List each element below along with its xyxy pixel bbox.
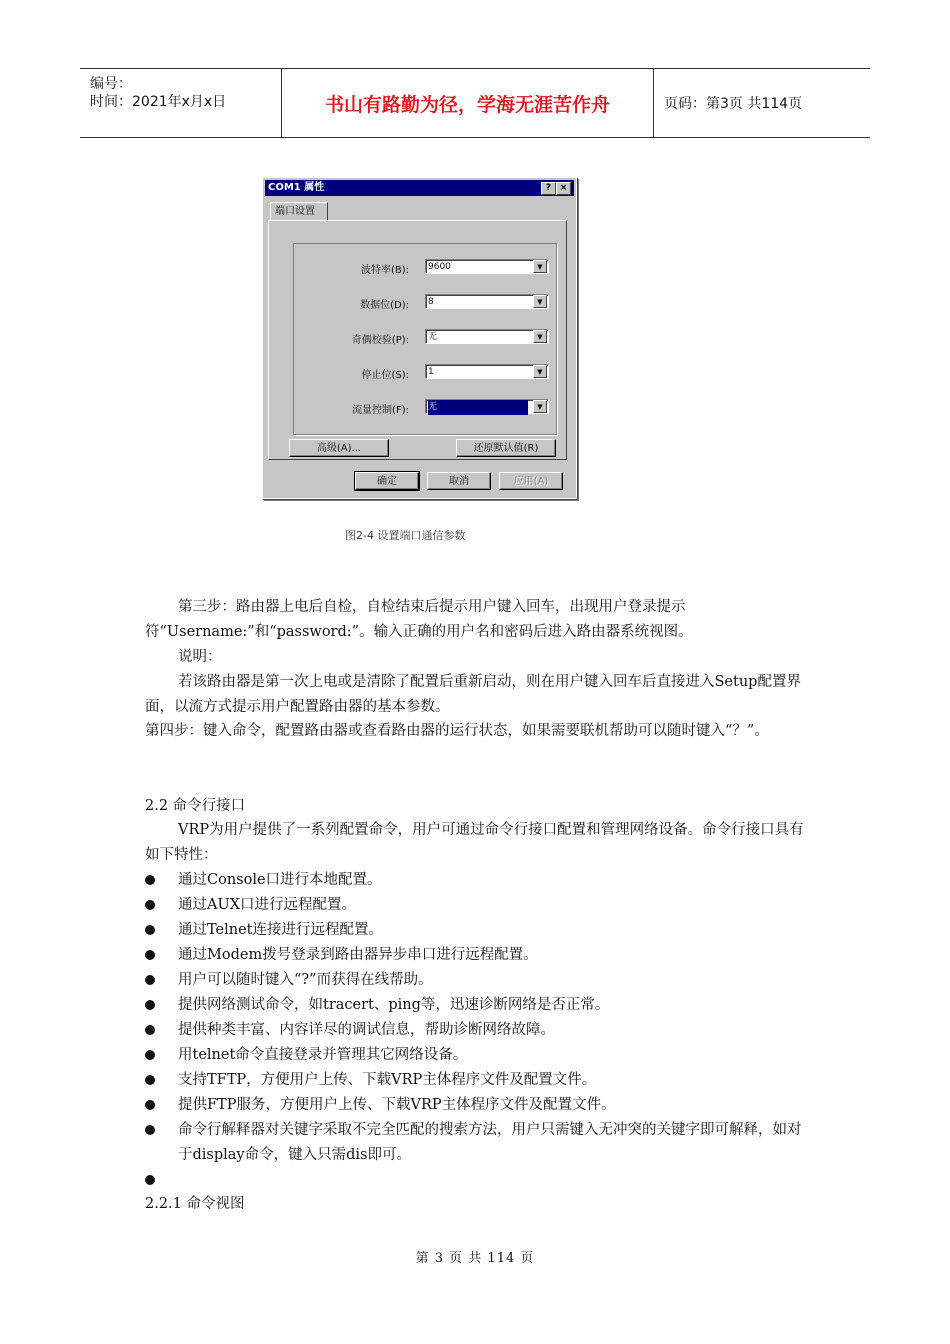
apply-button[interactable]: 应用(A) (499, 472, 563, 490)
stop-bits-row (269, 364, 569, 380)
header-page-label: 页码：第3页 共114页 (664, 96, 803, 112)
chevron-down-icon[interactable]: ▼ (533, 400, 547, 413)
help-button[interactable]: ? (541, 182, 556, 195)
dialog-titlebar (265, 180, 574, 196)
list-item-text: 支持TFTP，方便用户上传、下载VRP主体程序文件及配置文件。 (178, 1072, 597, 1088)
chevron-down-icon[interactable]: ▼ (533, 260, 547, 273)
note-label: 说明： (178, 649, 222, 665)
bullet-icon (145, 875, 155, 885)
header-motto: 书山有路勤为径，学海无涯苦作舟 (282, 69, 654, 137)
bullet-icon (145, 925, 155, 935)
bullet-icon (145, 1100, 155, 1110)
list-item-text: 用telnet命令直接登录并管理其它网络设备。 (178, 1047, 468, 1063)
list-item-text: 提供网络测试命令，如tracert、ping等，迅速诊断网络是否正常。 (178, 997, 610, 1013)
cancel-button[interactable]: 取消 (427, 472, 491, 490)
list-item-text: 通过Telnet连接进行远程配置。 (178, 922, 384, 938)
bullet-icon (145, 950, 155, 960)
list-item-text: 通过Console口进行本地配置。 (178, 872, 382, 888)
list-item-text: 通过Modem拨号登录到路由器异步串口进行远程配置。 (178, 947, 538, 963)
page-footer: 第 3 页 共 114 页 (415, 1251, 535, 1266)
bullet-icon (145, 1000, 155, 1010)
com-properties-dialog (262, 177, 577, 499)
chevron-down-icon[interactable]: ▼ (533, 365, 547, 378)
page-header (80, 68, 870, 138)
list-item-text: 通过AUX口进行远程配置。 (178, 897, 357, 913)
ok-button[interactable]: 确定 (355, 472, 419, 490)
baud-rate-label: 波特率(B): (360, 265, 409, 276)
data-bits-select[interactable]: 8 (425, 294, 549, 309)
tab-port-settings[interactable]: 端口设置 (270, 202, 328, 220)
list-item-text: 提供种类丰富、内容详尽的调试信息，帮助诊断网络故障。 (178, 1022, 555, 1038)
parity-row (269, 329, 569, 345)
bullet-icon (145, 900, 155, 910)
section-heading-2-2-1: 2.2.1 命令视图 (145, 1196, 245, 1212)
note-paragraph: 若该路由器是第一次上电或是清除了配置后重新启动，则在用户键入回车后直接进入Setup配置界面，以流方式提示用户配置路由器的基本参数。 (145, 674, 801, 715)
baud-rate-select[interactable]: 9600 (425, 259, 549, 274)
tab-panel (268, 220, 567, 460)
time-label: 时间：2021年x月x日 (90, 94, 227, 110)
serial-label: 编号： (90, 76, 132, 92)
baud-rate-row (269, 259, 569, 275)
step3-paragraph: 第三步：路由器上电后自检，自检结束后提示用户键入回车，出现用户登录提示符“Username:”和“password:”。输入正确的用户名和密码后进入路由器系统视图。 (145, 599, 693, 640)
bullet-icon (145, 975, 155, 985)
list-item-text: 提供FTP服务，方便用户上传、下载VRP主体程序文件及配置文件。 (178, 1097, 616, 1113)
vrp-intro-paragraph: VRP为用户提供了一系列配置命令，用户可通过命令行接口配置和管理网络设备。命令行接口具有如下特性： (145, 822, 804, 863)
close-button[interactable]: × (556, 182, 571, 195)
bullet-icon (145, 1075, 155, 1085)
list-item-text: 用户可以随时键入“?”而获得在线帮助。 (178, 972, 433, 988)
figure-caption: 图2-4 设置端口通信参数 (345, 529, 466, 542)
dialog-title: COM1 属性 (268, 182, 325, 193)
data-bits-label: 数据位(D): (360, 300, 409, 311)
chevron-down-icon[interactable]: ▼ (533, 295, 547, 308)
bullet-icon (145, 1175, 155, 1185)
stop-bits-label: 停止位(S): (361, 370, 409, 381)
flow-control-value: 无 (428, 400, 528, 415)
chevron-down-icon[interactable]: ▼ (533, 330, 547, 343)
list-item-text: 命令行解释器对关键字采取不完全匹配的搜索方法，用户只需键入无冲突的关键字即可解释，如对于display命令，键入只需dis即可。 (178, 1122, 802, 1163)
flow-control-row (269, 399, 569, 415)
stop-bits-select[interactable]: 1 (425, 364, 549, 379)
flow-control-select[interactable] (425, 399, 549, 414)
data-bits-row (269, 294, 569, 310)
bullet-icon (145, 1050, 155, 1060)
flow-control-label: 流量控制(F): (352, 405, 409, 416)
header-meta (80, 69, 282, 137)
step4-paragraph: 第四步：键入命令，配置路由器或查看路由器的运行状态，如果需要联机帮助可以随时键入“？”。 (145, 723, 769, 739)
parity-select[interactable]: 无 (425, 329, 549, 344)
bullet-icon (145, 1025, 155, 1035)
advanced-button[interactable]: 高级(A)... (289, 439, 389, 457)
parity-label: 奇偶校验(P): (351, 335, 409, 346)
section-heading-2-2: 2.2 命令行接口 (145, 798, 246, 814)
bullet-icon (145, 1125, 155, 1135)
restore-defaults-button[interactable]: 还原默认值(R) (456, 439, 556, 457)
